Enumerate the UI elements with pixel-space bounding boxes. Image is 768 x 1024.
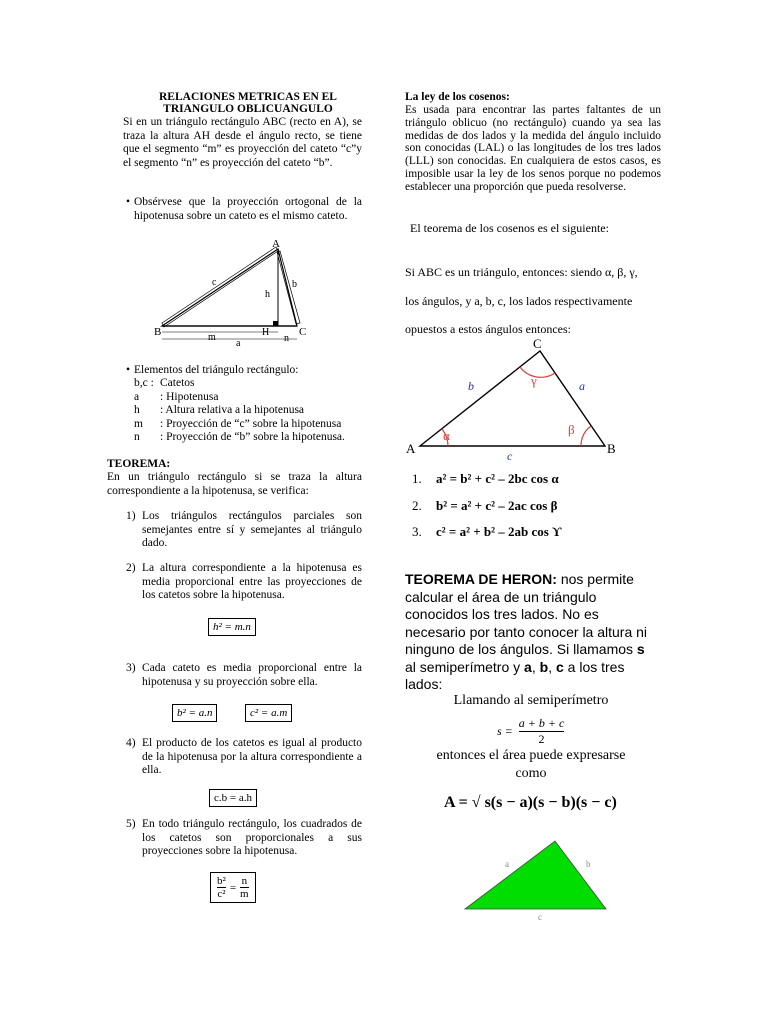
- item-number: 1): [126, 510, 136, 522]
- intro-paragraph: Si en un triángulo rectángulo ABC (recto en A), se traza la altura AH desde el ángulo recto, se tiene que el segmento “m” es proyección del cateto “c”y el segmento “n” es proyección del cateto “b”.: [123, 116, 362, 169]
- elements-title: Elementos del triángulo rectángulo:: [134, 364, 299, 376]
- law-number: 2.: [412, 498, 422, 513]
- fig1-label-h: h: [265, 289, 270, 300]
- semi-text: Llamando al semiperímetro: [453, 693, 609, 708]
- fig1-label-a: a: [236, 338, 241, 349]
- item-number: 3): [126, 662, 136, 674]
- item-text: Cada cateto es media proporcional entre la hipotenusa y su proyección sobre ella.: [142, 662, 362, 688]
- fig3-label-c: c: [538, 912, 542, 922]
- section-title-line1: RELACIONES METRICAS EN EL: [159, 91, 337, 103]
- bullet-icon: •: [126, 364, 131, 376]
- formula-h2-mn: h² = m.n: [208, 618, 256, 636]
- fig2-label-C: C: [533, 336, 542, 351]
- item-number: 2): [126, 562, 136, 574]
- fig1-label-n: n: [284, 333, 289, 344]
- law-formula: b² = a² + c² – 2ac cos β: [436, 498, 558, 513]
- fig2-label-gamma: γ: [531, 373, 537, 388]
- semi-formula: s = $\frac{a + b + c}{2}$: [497, 716, 565, 746]
- item-text: En todo triángulo rectángulo, los cuadrados de los catetos son proporcionales a sus proyecciones sobre la hipotenusa.: [142, 818, 362, 857]
- element-row: a : Hipotenusa: [134, 390, 219, 403]
- abc-line2: los ángulos, y a, b, c, los lados respectivamente: [405, 294, 633, 308]
- fig2-label-beta: β: [568, 422, 575, 437]
- fig1-label-m: m: [208, 332, 216, 343]
- fig2-label-a: a: [579, 379, 585, 393]
- right-triangle-figure: [150, 235, 310, 350]
- cosine-law-title: La ley de los cosenos:: [405, 91, 510, 103]
- teorema-text: En un triángulo rectángulo si se traza la altura correspondiente a la hipotenusa, se verifica:: [107, 471, 362, 497]
- area-text-2: como: [515, 766, 547, 781]
- fig1-label-c: c: [212, 277, 217, 288]
- observe-paragraph: Obsérvese que la proyección ortogonal de la hipotenusa sobre un cateto es el mismo cateto.: [134, 196, 362, 222]
- fig1-label-C: C: [299, 326, 307, 338]
- formula-b2-an: b² = a.n: [172, 704, 217, 722]
- formula-c2-am: c² = a.m: [245, 704, 292, 722]
- element-row: n : Proyección de “b” sobre la hipotenusa.: [134, 431, 345, 443]
- abc-line3: opuestos a estos ángulos entonces:: [405, 322, 571, 336]
- fig2-label-A: A: [406, 441, 416, 456]
- heron-title: TEOREMA DE HERON:: [405, 571, 557, 587]
- fig2-label-b: b: [468, 379, 474, 393]
- section-title-line2: TRIANGULO OBLICUANGULO: [163, 103, 333, 115]
- element-row: b,c : Catetos: [134, 377, 195, 389]
- formula-ratio: $\frac{\text{b²}}{\text{c²}}$ = $\frac{n}{m}$: [210, 872, 256, 903]
- heron-area-formula: A = √ s(s − a)(s − b)(s − c): [444, 794, 617, 811]
- item-text: El producto de los catetos es igual al producto de la hipotenusa por la altura correspondiente a ella.: [142, 737, 362, 776]
- item-text: La altura correspondiente a la hipotenusa es media proporcional entre las proyecciones de los catetos sobre la hipotenusa.: [142, 562, 362, 601]
- law-number: 1.: [412, 471, 422, 486]
- law-number: 3.: [412, 524, 422, 539]
- fig2-label-c: c: [507, 449, 513, 463]
- fig3-label-b: b: [586, 859, 591, 869]
- teorema-title: TEOREMA:: [107, 458, 171, 470]
- theorem-intro: El teorema de los cosenos es el siguiente:: [410, 221, 609, 235]
- green-triangle-figure: [455, 835, 615, 925]
- heron-paragraph: TEOREMA DE HERON: nos permite calcular el área de un triángulo conocidos los tres lados. No es necesario por tanto conocer la altura ni ninguno de los ángulos. Si llamamos s al semiperímetro y a, b, c a los tres lados:: [405, 571, 648, 692]
- fig2-label-alpha: α: [443, 428, 450, 443]
- cosine-law-text: Es usada para encontrar las partes faltantes de un triángulo oblicuo (no rectángulo) cuando ya sea las medidas de dos lados y la medida del ángulo incluido son conocidas (LAL) o las longitudes de los tres lados (LLL) son conocidas. En cualquiera de estos casos, es imposible usar la ley de los senos porque no podemos establecer una proporción que pueda resolverse.: [405, 104, 661, 193]
- formula-cb-ah: c.b = a.h: [209, 789, 257, 807]
- area-text-1: entonces el área puede expresarse: [436, 748, 626, 763]
- item-number: 5): [126, 818, 136, 830]
- item-number: 4): [126, 737, 136, 749]
- oblique-triangle-figure: [400, 333, 630, 463]
- bullet-icon: •: [126, 196, 131, 208]
- element-row: h : Altura relativa a la hipotenusa: [134, 404, 305, 416]
- fig1-label-B: B: [154, 326, 162, 338]
- fig1-label-A: A: [272, 238, 280, 250]
- fig2-label-B: B: [607, 441, 616, 456]
- fig1-label-H: H: [262, 327, 270, 338]
- law-formula: a² = b² + c² – 2bc cos α: [436, 471, 559, 486]
- elements-list: [134, 377, 345, 445]
- abc-line1: Si ABC es un triángulo, entonces: siendo α, β, γ,: [405, 265, 638, 279]
- fig3-label-a: a: [505, 859, 509, 869]
- fig1-label-b: b: [292, 279, 297, 290]
- item-text: Los triángulos rectángulos parciales son semejantes entre sí y semejantes al triángulo dado.: [142, 510, 362, 549]
- element-row: m : Proyección de “c” sobre la hipotenusa: [134, 417, 342, 430]
- law-formula: c² = a² + b² – 2ab cos ϒ: [436, 524, 562, 539]
